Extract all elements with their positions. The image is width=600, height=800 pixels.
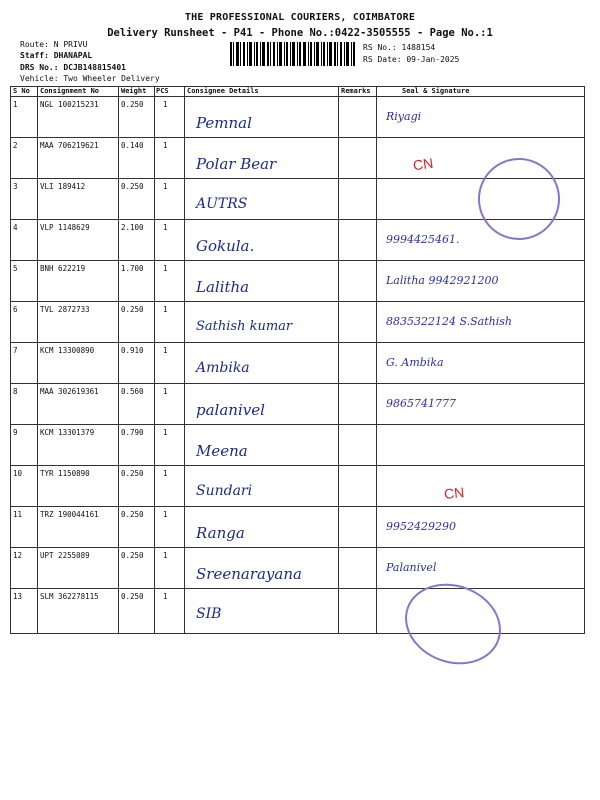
row-consignment-no: UPT 2255089: [40, 551, 90, 560]
row-weight: 0.250: [121, 469, 144, 478]
row-sno: 4: [13, 223, 18, 232]
row-sno: 12: [13, 551, 23, 560]
row-pcs: 1: [163, 428, 168, 437]
row-pcs: 1: [163, 182, 168, 191]
row-weight: 0.250: [121, 510, 144, 519]
row-consignee-name: Sreenarayana: [196, 565, 302, 583]
table-row: [10, 506, 585, 547]
staff-label: Staff: DHANAPAL: [20, 51, 93, 60]
row-consignee-name: Sathish kumar: [196, 319, 293, 334]
row-consignee-name: Ambika: [196, 360, 250, 376]
row-signature: 9865741777: [386, 397, 456, 410]
row-consignment-no: KCM 13301379: [40, 428, 95, 437]
row-consignment-no: SLM 362278115: [40, 592, 99, 601]
row-sno: 3: [13, 182, 18, 191]
row-pcs: 1: [163, 387, 168, 396]
row-weight: 0.910: [121, 346, 144, 355]
row-pcs: 1: [163, 305, 168, 314]
row-signature: Palanivel: [386, 561, 437, 574]
row-consignee-name: Meena: [196, 442, 248, 460]
drs-number: DRS No.: DCJB148815401: [20, 63, 126, 72]
row-consignee-name: AUTRS: [196, 196, 248, 212]
row-consignment-no: KCM 13300890: [40, 346, 95, 355]
row-weight: 0.250: [121, 100, 144, 109]
row-sno: 11: [13, 510, 23, 519]
row-consignee-name: palanivel: [196, 401, 265, 419]
runsheet-title: THE PROFESSIONAL COURIERS, COIMBATORE: [184, 12, 416, 23]
row-consignment-no: TYR 1150890: [40, 469, 90, 478]
row-sno: 5: [13, 264, 18, 273]
col-header-consignee: Consignee Details: [187, 87, 259, 95]
row-pcs: 1: [163, 551, 168, 560]
row-weight: 1.700: [121, 264, 144, 273]
row-weight: 0.250: [121, 182, 144, 191]
rs-number: RS No.: 1488154: [363, 43, 436, 52]
col-header-pcs: PCS: [156, 87, 169, 95]
row-pcs: 1: [163, 592, 168, 601]
cn-mark: CN: [443, 483, 466, 503]
row-sno: 6: [13, 305, 18, 314]
row-consignment-no: TRZ 190044161: [40, 510, 99, 519]
row-sno: 9: [13, 428, 18, 437]
vehicle-label: Vehicle: Two Wheeler Delivery: [20, 74, 160, 83]
row-weight: 0.250: [121, 305, 144, 314]
col-header-weight: Weight: [121, 87, 147, 95]
row-consignment-no: NGL 100215231: [40, 100, 99, 109]
row-consignee-name: Sundari: [196, 483, 253, 499]
row-signature: G. Ambika: [386, 356, 444, 369]
row-consignee-name: Gokula.: [196, 237, 255, 255]
rs-date: RS Date: 09-Jan-2025: [363, 55, 460, 64]
company-seal-stamp: [478, 158, 560, 240]
row-sno: 10: [13, 469, 23, 478]
table-row: [10, 301, 585, 342]
row-consignee-name: Ranga: [196, 524, 245, 542]
route-label: Route: N PRIVU: [20, 40, 88, 49]
row-pcs: 1: [163, 141, 168, 150]
table-row: [10, 547, 585, 588]
runsheet-subtitle: Delivery Runsheet - P41 - Phone No.:0422-3505555 - Page No.:1: [107, 27, 493, 39]
row-signature: Lalitha 9942921200: [386, 274, 499, 287]
row-consignment-no: MAA 706219621: [40, 141, 99, 150]
row-weight: 0.790: [121, 428, 144, 437]
row-consignee-name: Lalitha: [196, 278, 250, 296]
row-signature: 9994425461.: [386, 233, 460, 246]
row-sno: 8: [13, 387, 18, 396]
row-pcs: 1: [163, 346, 168, 355]
row-consignment-no: BNH 622219: [40, 264, 86, 273]
row-pcs: 1: [163, 100, 168, 109]
col-header-remarks: Remarks: [341, 87, 371, 95]
row-sno: 1: [13, 100, 18, 109]
row-weight: 0.250: [121, 551, 144, 560]
row-consignment-no: MAA 302619361: [40, 387, 99, 396]
row-consignee-name: Pemnal: [196, 114, 252, 132]
barcode: [230, 42, 355, 66]
row-signature: 9952429290: [386, 520, 456, 533]
row-consignment-no: VLP 1148629: [40, 223, 90, 232]
table-row: [10, 383, 585, 424]
row-weight: 0.250: [121, 592, 144, 601]
row-signature: Riyagi: [386, 110, 422, 123]
table-row: [10, 96, 585, 137]
col-header-sno: S No: [13, 87, 30, 95]
row-pcs: 1: [163, 469, 168, 478]
table-row: [10, 424, 585, 465]
row-consignment-no: VLI 189412: [40, 182, 86, 191]
table-row: [10, 465, 585, 506]
cn-mark: CN: [411, 154, 435, 174]
row-consignee-name: SIB: [196, 606, 222, 622]
row-signature: 8835322124 S.Sathish: [386, 315, 512, 328]
row-weight: 0.140: [121, 141, 144, 150]
row-pcs: 1: [163, 223, 168, 232]
col-header-consignment: Consignment No: [40, 87, 100, 95]
row-sno: 2: [13, 141, 18, 150]
row-weight: 0.560: [121, 387, 144, 396]
col-header-seal: Seal & Signature: [402, 87, 470, 95]
row-consignment-no: TVL 2872733: [40, 305, 90, 314]
table-row: [10, 260, 585, 301]
row-sno: 13: [13, 592, 23, 601]
table-row: [10, 342, 585, 383]
row-pcs: 1: [163, 510, 168, 519]
row-weight: 2.100: [121, 223, 144, 232]
row-pcs: 1: [163, 264, 168, 273]
row-consignee-name: Polar Bear: [196, 155, 277, 173]
row-sno: 7: [13, 346, 18, 355]
